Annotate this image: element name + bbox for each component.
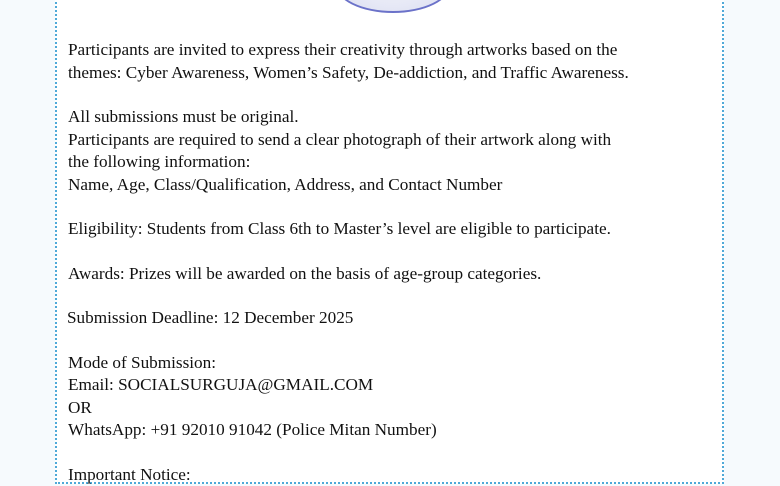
photo-rule-line-2: the following information: <box>68 151 718 174</box>
photo-rule-line-1: Participants are required to send a clear photograph of their artwork along with <box>68 129 718 152</box>
important-notice-heading: Important Notice: <box>68 464 718 486</box>
originality-rule: All submissions must be original. <box>68 106 718 129</box>
required-info-fields: Name, Age, Class/Qualification, Address, and Contact Number <box>68 174 718 197</box>
submission-mode-heading: Mode of Submission: <box>68 352 718 375</box>
submission-deadline: Submission Deadline: 12 December 2025 <box>67 307 718 330</box>
notice-body <box>68 39 718 486</box>
submission-email: Email: SOCIALSURGUJA@GMAIL.COM <box>68 374 718 397</box>
awards-text: Awards: Prizes will be awarded on the basis of age-group categories. <box>68 263 718 286</box>
intro-line-2: themes: Cyber Awareness, Women’s Safety, De-addiction, and Traffic Awareness. <box>68 62 718 85</box>
intro-line-1: Participants are invited to express their creativity through artworks based on the <box>68 39 718 62</box>
eligibility-text: Eligibility: Students from Class 6th to Master’s level are eligible to participate. <box>68 218 718 241</box>
submission-or: OR <box>68 397 718 420</box>
submission-whatsapp: WhatsApp: +91 92010 91042 (Police Mitan Number) <box>68 419 718 442</box>
